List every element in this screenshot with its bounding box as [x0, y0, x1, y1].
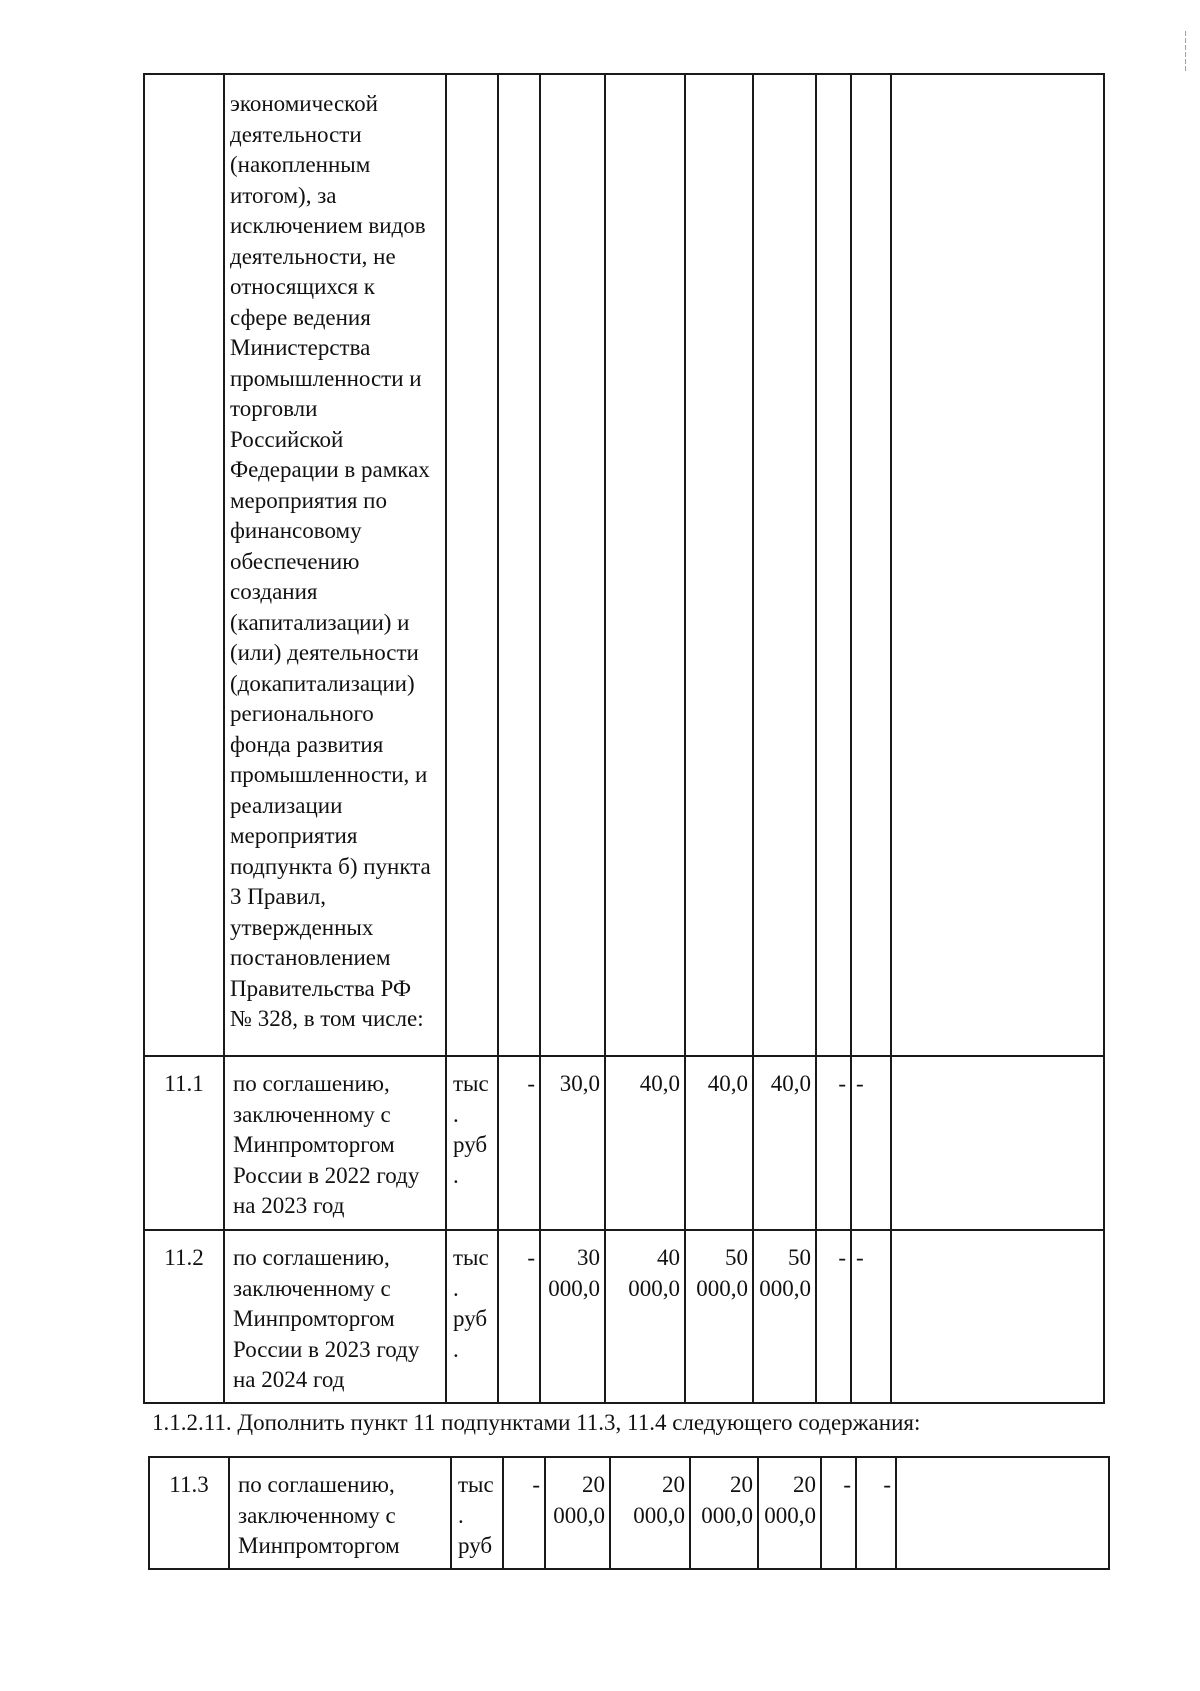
unit-cell [446, 74, 498, 1056]
row-number: 11.2 [144, 1230, 224, 1403]
row-value-1: 30,0 [540, 1056, 605, 1230]
row-last [896, 1457, 1109, 1569]
row-dash: - [503, 1457, 545, 1569]
empty-cell [851, 74, 891, 1056]
row-value-3: 50 000,0 [685, 1230, 753, 1403]
row-dash-a: - [816, 1056, 851, 1230]
empty-cell [753, 74, 816, 1056]
row-dash: - [498, 1056, 540, 1230]
table-row [144, 1056, 1104, 1230]
row-dash-a: - [821, 1457, 856, 1569]
row-description: по соглашению, заключенному с Минпромторгом [229, 1457, 451, 1569]
row-dash-a: - [816, 1230, 851, 1403]
row-value-4: 50 000,0 [753, 1230, 816, 1403]
second-table [148, 1456, 1110, 1570]
row-unit: тыс . руб . [446, 1230, 498, 1403]
table-row [149, 1457, 1109, 1569]
main-table [143, 73, 1105, 1404]
empty-cell [685, 74, 753, 1056]
empty-cell [540, 74, 605, 1056]
row-dash: - [498, 1230, 540, 1403]
row-value-4: 40,0 [753, 1056, 816, 1230]
row-value-2: 40,0 [605, 1056, 685, 1230]
row-dash-b: - [851, 1230, 891, 1403]
continuation-row [144, 74, 1104, 1056]
row-description: по соглашению, заключенному с Минпромторгом России в 2023 году на 2024 год [224, 1230, 446, 1403]
table-row [144, 1230, 1104, 1403]
row-value-1: 30 000,0 [540, 1230, 605, 1403]
empty-cell [816, 74, 851, 1056]
empty-cell [605, 74, 685, 1056]
row-dash-b: - [851, 1056, 891, 1230]
empty-cell [891, 74, 1104, 1056]
row-value-4: 20 000,0 [758, 1457, 821, 1569]
row-value-3: 40,0 [685, 1056, 753, 1230]
amendment-heading: 1.1.2.11. Дополнить пункт 11 подпунктами 11.3, 11.4 следующего содержания: [152, 1410, 921, 1435]
row-last [891, 1056, 1104, 1230]
row-value-2: 20 000,0 [610, 1457, 690, 1569]
row-number: 11.3 [149, 1457, 229, 1569]
row-unit: тыс . руб . [446, 1056, 498, 1230]
row-value-3: 20 000,0 [690, 1457, 758, 1569]
row-value-1: 20 000,0 [545, 1457, 610, 1569]
row-number: 11.1 [144, 1056, 224, 1230]
row-description: по соглашению, заключенному с Минпромторгом России в 2022 году на 2023 год [224, 1056, 446, 1230]
continuation-description: экономической деятельности (накопленным итогом), за исключением видов деятельности, не относящихся к сфере ведения Министерства промышленности и торговли Российской Федерации в рамках мероприятия по финансовому обеспечению создания (капитализации) и (или) деятельности (докапитализации) регионального фонда развития промышленности, и реализации мероприятия подпункта б) пункта 3 Правил, утвержденных постановлением Правительства РФ № 328, в том числе: [224, 74, 446, 1056]
row-last [891, 1230, 1104, 1403]
scan-margin-marks: ╎ ╎ ╎ [1182, 30, 1190, 72]
row-unit: тыс . руб [451, 1457, 503, 1569]
number-cell [144, 74, 224, 1056]
row-value-2: 40 000,0 [605, 1230, 685, 1403]
empty-cell [498, 74, 540, 1056]
row-dash-b: - [856, 1457, 896, 1569]
